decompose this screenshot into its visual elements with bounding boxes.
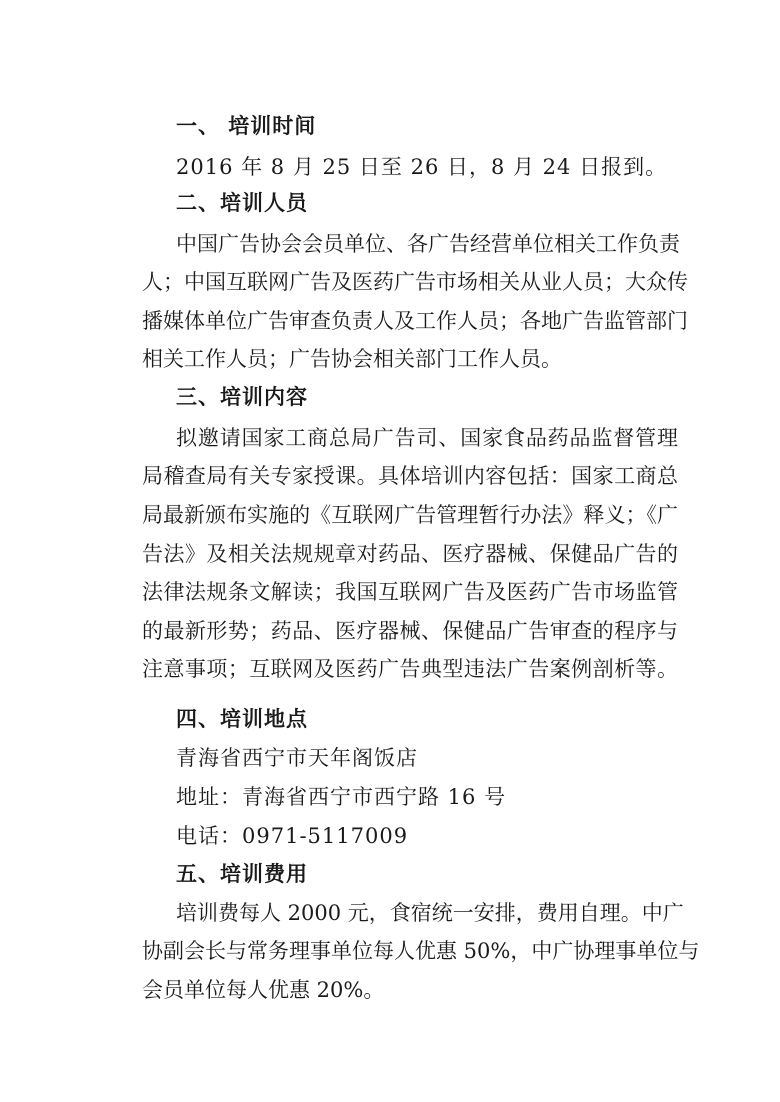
venue-address: 地址：青海省西宁市西宁路 16 号 bbox=[176, 785, 507, 809]
paragraph-line: 中国广告协会会员单位、各广告经营单位相关工作负责 bbox=[176, 232, 680, 256]
venue-phone: 电话：0971-5117009 bbox=[176, 824, 409, 848]
section-heading-fees: 五、培训费用 bbox=[176, 862, 308, 886]
paragraph-line: 局最新颁布实施的《互联网广告管理暂行办法》释义；《广 bbox=[142, 503, 678, 527]
paragraph-line: 协副会长与常务理事单位每人优惠 50%，中广协理事单位与 bbox=[142, 939, 700, 963]
section-heading-time: 一、 培训时间 bbox=[176, 114, 317, 138]
paragraph-line: 培训费每人 2000 元，食宿统一安排，费用自理。中广 bbox=[176, 901, 684, 925]
training-time-text: 2016 年 8 月 25 日至 26 日，8 月 24 日报到。 bbox=[176, 155, 668, 179]
paragraph-line: 法律法规条文解读；我国互联网广告及医药广告市场监管 bbox=[142, 580, 678, 604]
paragraph-line: 相关工作人员；广告协会相关部门工作人员。 bbox=[142, 347, 562, 371]
paragraph-line: 会员单位每人优惠 20%。 bbox=[142, 978, 385, 1002]
paragraph-line: 告法》及相关法规规章对药品、医疗器械、保健品广告的 bbox=[142, 542, 678, 566]
paragraph-line: 的最新形势；药品、医疗器械、保健品广告审查的程序与 bbox=[142, 619, 678, 643]
paragraph-line: 人；中国互联网广告及医药广告市场相关从业人员；大众传 bbox=[142, 270, 688, 294]
section-heading-location: 四、培训地点 bbox=[176, 707, 308, 731]
paragraph-line: 注意事项；互联网及医药广告典型违法广告案例剖析等。 bbox=[142, 657, 678, 681]
paragraph-line: 播媒体单位广告审查负责人及工作人员；各地广告监管部门 bbox=[142, 309, 688, 333]
section-heading-content: 三、培训内容 bbox=[176, 385, 308, 409]
section-heading-personnel: 二、培训人员 bbox=[176, 191, 308, 215]
paragraph-line: 局稽查局有关专家授课。具体培训内容包括：国家工商总 bbox=[142, 464, 678, 488]
venue-name: 青海省西宁市天年阁饭店 bbox=[176, 746, 418, 770]
paragraph-line: 拟邀请国家工商总局广告司、国家食品药品监督管理 bbox=[176, 426, 678, 450]
